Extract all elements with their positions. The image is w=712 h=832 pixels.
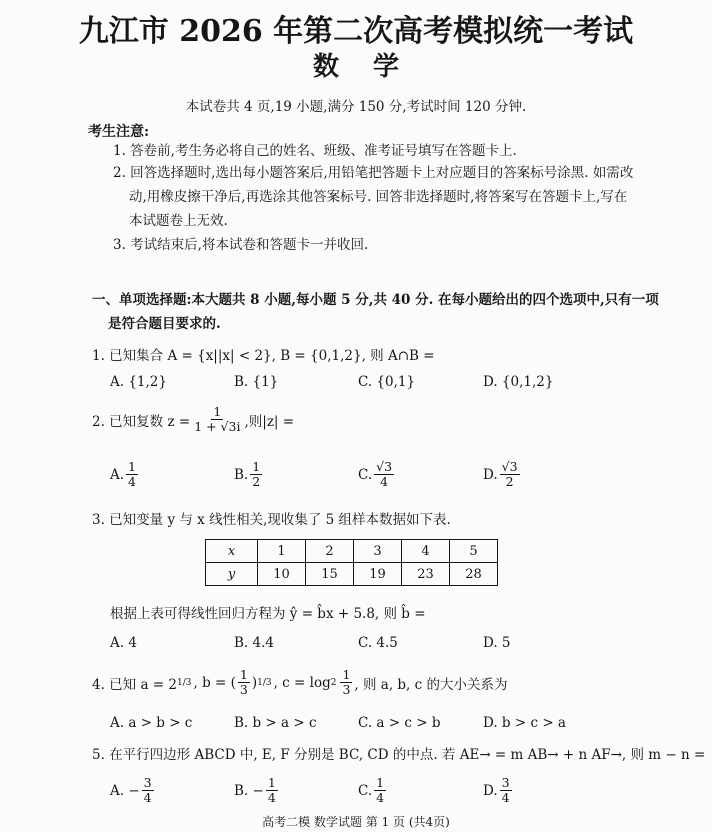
notice-item-1: 1. 答卷前,考生务必将自己的姓名、班级、准考证号填写在答题卡上. <box>113 143 517 159</box>
q5-option-b <box>234 776 280 805</box>
q2-frac-den: 1 + √3i <box>194 419 241 434</box>
q5-a-frac <box>142 776 154 805</box>
q3-data-table <box>205 539 498 586</box>
q4-option-b: B. b > a > c <box>234 715 317 731</box>
q2-c-label: C. <box>358 466 373 483</box>
q4-part-5: , 则 a, b, c 的大小关系为 <box>354 676 508 693</box>
notice-item-3: 3. 考试结束后,将本试卷和答题卡一并收回. <box>113 237 369 253</box>
q5-a-den: 4 <box>143 790 152 805</box>
q2-suffix: ,则|z| = <box>244 413 295 430</box>
q2-b-num: 1 <box>252 459 261 474</box>
q4-log-base: 2 <box>330 677 337 688</box>
q5-b-label: B. − <box>234 782 264 799</box>
q2-a-den: 4 <box>128 474 136 489</box>
q5-d-num: 3 <box>501 775 510 790</box>
page-footer: 高考二模 数学试题 第 1 页 (共4页) <box>262 815 450 829</box>
q4-part-3: ) <box>251 674 258 691</box>
q3-option-a: A. 4 <box>110 635 137 651</box>
q2-b-frac <box>250 460 262 489</box>
question-2-stem <box>92 405 294 434</box>
q2-c-frac <box>374 460 394 489</box>
q4-c-num: 1 <box>342 667 351 682</box>
q2-option-b <box>234 460 264 489</box>
q3-option-b: B. 4.4 <box>234 635 274 651</box>
q5-option-d <box>483 776 514 805</box>
q4-exponent-2: 1/3 <box>257 677 272 688</box>
q2-c-den: 4 <box>380 474 389 489</box>
table-cell: 28 <box>450 563 498 586</box>
table-cell: 2 <box>306 540 354 563</box>
q3-option-d: D. 5 <box>483 635 511 651</box>
q2-d-num: √3 <box>501 459 518 474</box>
q1-option-a: A. {1,2} <box>110 374 167 390</box>
q4-option-a: A. a > b > c <box>110 715 193 731</box>
q4-exponent-1: 1/3 <box>177 677 192 688</box>
q4-part-2: , b = ( <box>193 674 236 691</box>
table-cell: 19 <box>354 563 402 586</box>
question-4-stem <box>92 668 508 697</box>
notice-heading: 考生注意: <box>88 124 150 140</box>
q5-b-den: 4 <box>267 790 276 805</box>
q1-option-d: D. {0,1,2} <box>483 374 554 390</box>
question-3-stem: 3. 已知变量 y 与 x 线性相关,现收集了 5 组样本数据如下表. <box>92 512 451 528</box>
table-row-y <box>206 563 498 586</box>
question-5-stem: 5. 在平行四边形 ABCD 中, E, F 分别是 BC, CD 的中点. 若 AE→ = m AB→ + n AF→, 则 m − n = <box>92 747 706 763</box>
table-cell: 1 <box>258 540 306 563</box>
q5-a-num: 3 <box>143 775 152 790</box>
q4-c-frac <box>340 668 352 697</box>
q5-b-num: 1 <box>267 775 276 790</box>
section-heading-line-2: 是符合题目要求的. <box>108 316 221 332</box>
q4-c-den: 3 <box>342 682 351 697</box>
q5-c-num: 1 <box>376 775 385 790</box>
q2-c-num: √3 <box>376 459 393 474</box>
q2-option-c <box>358 460 396 489</box>
subject-title: 数学 <box>312 52 433 82</box>
q2-a-label: A. <box>110 466 125 483</box>
q5-c-den: 4 <box>376 790 385 805</box>
q2-b-den: 2 <box>252 474 261 489</box>
q4-b-num: 1 <box>239 667 248 682</box>
q2-b-label: B. <box>234 466 249 483</box>
q5-option-c <box>358 776 388 805</box>
q2-prefix: 2. 已知复数 z = <box>92 413 191 430</box>
table-cell: 4 <box>402 540 450 563</box>
q5-c-label: C. <box>358 782 373 799</box>
q5-d-label: D. <box>483 782 498 799</box>
q4-option-d: D. b > c > a <box>483 715 566 731</box>
q3-followup: 根据上表可得线性回归方程为 ŷ = b̂x + 5.8, 则 b̂ = <box>110 606 426 622</box>
q2-option-d <box>483 460 522 489</box>
table-cell: y <box>206 563 258 586</box>
q4-part-4: , c = log <box>273 674 331 691</box>
question-1-stem: 1. 已知集合 A = {x||x| < 2}, B = {0,1,2}, 则 A∩B = <box>92 348 435 364</box>
table-cell: 3 <box>354 540 402 563</box>
table-cell: 23 <box>402 563 450 586</box>
q2-fraction <box>192 405 242 434</box>
q4-b-frac <box>238 668 250 697</box>
table-cell: 10 <box>258 563 306 586</box>
q4-option-c: C. a > c > b <box>358 715 441 731</box>
section-heading-line-1: 一、单项选择题:本大题共 8 小题,每小题 5 分,共 40 分. 在每小题给出的四个选项中,只有一项 <box>92 292 659 308</box>
table-cell: x <box>206 540 258 563</box>
q2-option-a <box>110 460 140 489</box>
q5-option-a <box>110 776 156 805</box>
q2-a-frac <box>126 460 138 489</box>
q5-b-frac <box>266 776 278 805</box>
q3-option-c: C. 4.5 <box>358 635 398 651</box>
q1-option-c: C. {0,1} <box>358 374 416 390</box>
notice-item-2-line-2: 动,用橡皮擦干净后,再选涂其他答案标号. 回答非选择题时,将答案写在答题卡上,写在 <box>129 189 628 205</box>
table-cell: 5 <box>450 540 498 563</box>
q5-c-frac <box>374 776 386 805</box>
table-row-x <box>206 540 498 563</box>
q4-b-den: 3 <box>239 682 248 697</box>
q1-option-b: B. {1} <box>234 374 279 390</box>
q5-d-den: 4 <box>501 790 510 805</box>
notice-item-2-line-3: 本试题卷上无效. <box>129 213 228 229</box>
exam-intro: 本试卷共 4 页,19 小题,满分 150 分,考试时间 120 分钟. <box>185 99 527 115</box>
q2-d-frac <box>500 460 520 489</box>
exam-title: 九江市 2026 年第二次高考模拟统一考试 <box>78 14 634 49</box>
q2-d-den: 2 <box>505 474 514 489</box>
q2-a-num: 1 <box>128 459 136 474</box>
q2-d-label: D. <box>483 466 498 483</box>
notice-item-2-line-1: 2. 回答选择题时,选出每小题答案后,用铅笔把答题卡上对应题目的答案标号涂黑. 如需改 <box>113 165 634 181</box>
table-cell: 15 <box>306 563 354 586</box>
q4-part-1: 4. 已知 a = 2 <box>92 676 177 693</box>
q5-a-label: A. − <box>110 782 140 799</box>
q2-frac-num: 1 <box>213 404 222 419</box>
q5-d-frac <box>500 776 512 805</box>
